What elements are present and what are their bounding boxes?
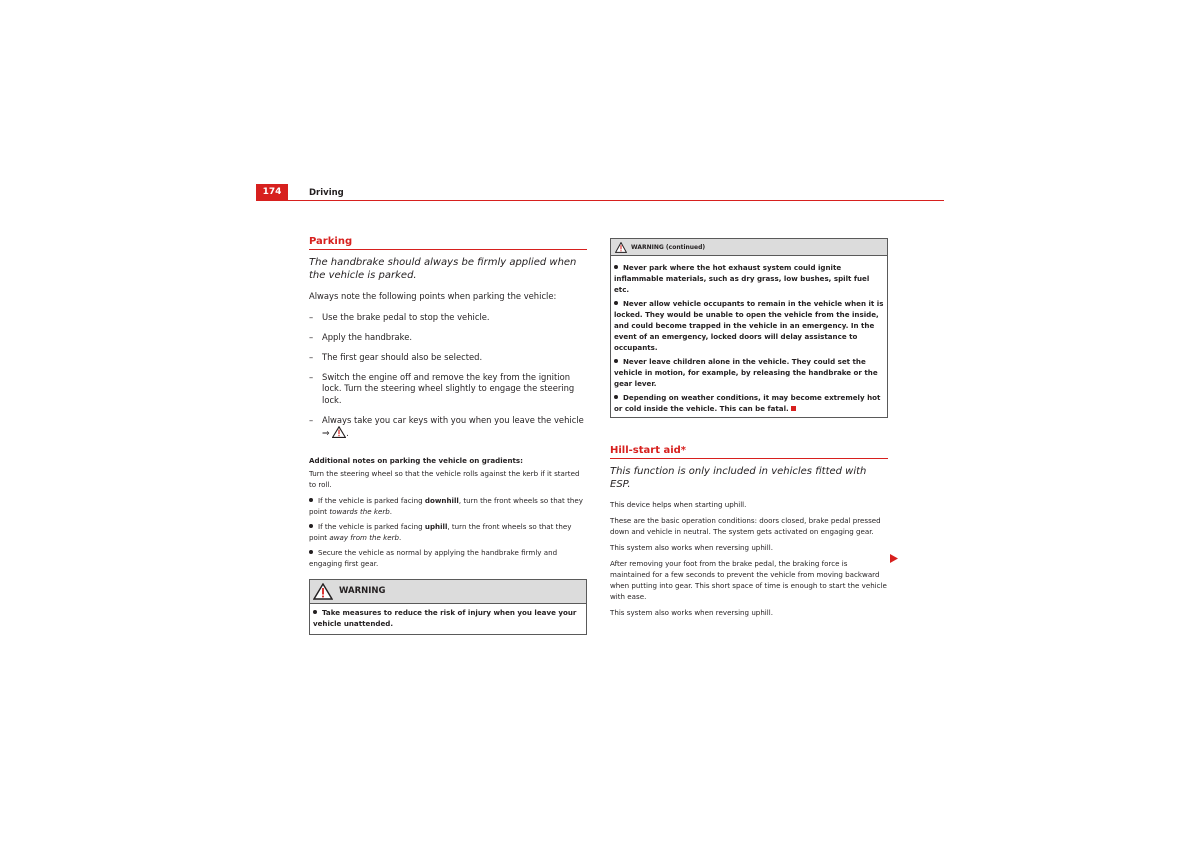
warning-text: Take measures to reduce the risk of injury when you leave your vehicle unattended.: [313, 607, 577, 628]
warning-item: [614, 392, 884, 414]
warning-triangle-icon: [615, 242, 627, 253]
list-item: [309, 332, 587, 344]
warning-header: [611, 239, 887, 256]
hill-start-lead: This function is only included in vehicles fitted with ESP.: [610, 466, 867, 490]
step-text: Apply the handbrake.: [322, 331, 413, 342]
page-number: 174: [256, 184, 288, 201]
bullet-text: .: [389, 506, 393, 516]
bullet-text: , turn the front wheels so that they point: [309, 521, 572, 542]
list-dash: –: [309, 331, 314, 342]
warning-text: Never allow vehicle occupants to remain in the vehicle when it is locked. They would be unable to open the vehicle from the inside, and could become trapped in the vehicle in an emergency. In the event of an emergency, locked doors will delay assistance to occupants.: [614, 299, 884, 352]
parking-lead: The handbrake should always be firmly applied when the vehicle is parked.: [309, 257, 577, 281]
gradient-text: Turn the steering wheel so that the vehicle rolls against the kerb if it started to roll.: [309, 468, 580, 489]
warning-text: Never park where the hot exhaust system could ignite inflammable materials, such as dry grass, low bushes, spilt fuel etc.: [614, 263, 870, 294]
list-dash: –: [309, 311, 314, 322]
step-text: Use the brake pedal to stop the vehicle.: [322, 311, 490, 322]
section-title-hill-start: Hill-start aid*: [610, 445, 888, 459]
parking-intro: Always note the following points when parking the vehicle:: [309, 291, 557, 301]
list-item: [309, 312, 587, 324]
list-dash: –: [309, 351, 314, 362]
step-text: Switch the engine off and remove the key from the ignition lock. Turn the steering wheel slightly to engage the steering lock.: [322, 371, 575, 405]
bullet-dot: [614, 265, 618, 269]
bullet-dot: [614, 301, 618, 305]
bullet-dot: [614, 395, 618, 399]
step-text: The first gear should also be selected.: [322, 351, 483, 362]
warning-text: Never leave children alone in the vehicle. They could set the vehicle in motion, for example, by releasing the handbrake or the gear lever.: [614, 357, 878, 388]
warning-continued-box: [610, 238, 888, 418]
warning-item: [614, 262, 884, 295]
paragraph: These are the basic operation conditions: doors closed, brake pedal pressed down and vehicle in neutral. The system gets activated on engaging gear.: [610, 516, 881, 536]
paragraph: This device helps when starting uphill.: [610, 500, 747, 509]
step-text: Always take you car keys with you when you leave the vehicle: [322, 414, 584, 425]
right-column: [610, 238, 888, 623]
list-dash: –: [309, 414, 314, 425]
bullet-text: .: [399, 532, 402, 542]
end-of-section-icon: [791, 406, 796, 411]
paragraph: This system also works when reversing uphill.: [610, 608, 773, 617]
bullet-italic: towards the kerb: [329, 506, 390, 516]
list-item: [309, 521, 587, 543]
warning-text: Depending on weather conditions, it may become extremely hot or cold inside the vehicle. This can be fatal.: [614, 393, 881, 413]
list-item: [309, 415, 587, 441]
warning-title: WARNING: [339, 586, 386, 596]
bullet-text: Secure the vehicle as normal by applying the handbrake firmly and engaging first gear.: [309, 547, 558, 568]
warning-title: WARNING (continued): [631, 243, 706, 251]
bullet-dot: [309, 498, 313, 502]
bullet-bold: uphill: [424, 521, 448, 531]
chapter-title: Driving: [309, 188, 344, 198]
warning-item: [614, 356, 884, 389]
list-dash: –: [309, 371, 314, 382]
warning-triangle-icon: [332, 426, 346, 438]
bullet-dot: [614, 359, 618, 363]
bullet-dot: [313, 610, 317, 614]
gradient-heading: Additional notes on parking the vehicle on gradients:: [309, 455, 523, 465]
warning-body: [310, 604, 586, 634]
reference-arrow: ⇒: [322, 429, 330, 439]
warning-item: [614, 298, 884, 353]
warning-triangle-icon: [313, 583, 333, 600]
list-item: [309, 495, 587, 517]
bullet-dot: [309, 550, 313, 554]
paragraph: This system also works when reversing uphill.: [610, 543, 773, 552]
bullet-text: If the vehicle is parked facing: [318, 495, 425, 505]
left-column: [309, 236, 587, 635]
bullet-bold: downhill: [424, 495, 459, 505]
reference-end: .: [346, 428, 349, 438]
bullet-text: If the vehicle is parked facing: [318, 521, 425, 531]
warning-header: [310, 580, 586, 604]
warning-body: [611, 256, 887, 417]
bullet-text: , turn the front wheels so that they point: [309, 495, 583, 516]
list-item: [309, 372, 587, 407]
continue-arrow-icon: [890, 554, 898, 563]
bullet-italic: away from the kerb: [329, 532, 400, 542]
section-title-parking: Parking: [309, 236, 587, 250]
bullet-dot: [309, 524, 313, 528]
paragraph: After removing your foot from the brake pedal, the braking force is maintained for a few seconds to prevent the vehicle from moving backward when putting into gear. This short space of time is enough to start the vehicle with ease.: [610, 559, 887, 601]
list-item: [309, 352, 587, 364]
list-item: [309, 547, 587, 569]
warning-item: [313, 607, 583, 629]
warning-box: [309, 579, 587, 635]
header-rule: [256, 200, 944, 201]
